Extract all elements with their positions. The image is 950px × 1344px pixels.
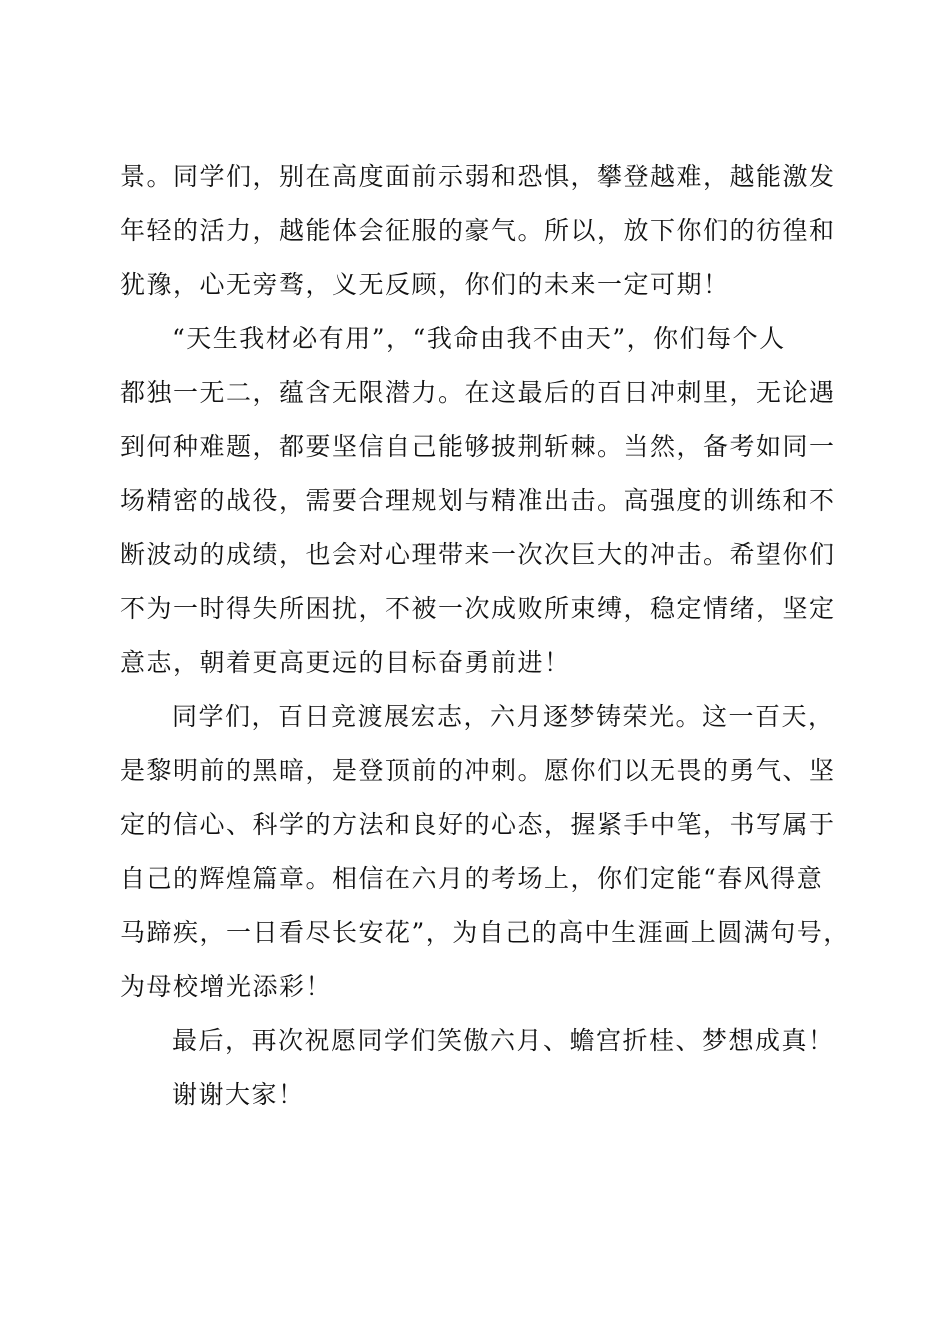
text-line: 断波动的成绩，也会对心理带来一次次巨大的冲击。希望你们 bbox=[120, 540, 836, 569]
paragraph-2 bbox=[120, 312, 836, 690]
text-line: 同学们，百日竞渡展宏志，六月逐梦铸荣光。这一百天， bbox=[172, 702, 835, 731]
text-line: 到何种难题，都要坚信自己能够披荆斩棘。当然，备考如同一 bbox=[120, 432, 836, 461]
text-line: 定的信心、科学的方法和良好的心态，握紧手中笔，书写属于 bbox=[120, 810, 836, 839]
text-line: 自己的辉煌篇章。相信在六月的考场上，你们定能“春风得意 bbox=[120, 864, 824, 893]
text-line: 年轻的活力，越能体会征服的豪气。所以，放下你们的彷徨和 bbox=[120, 216, 836, 245]
text-line: 都独一无二，蕴含无限潜力。在这最后的百日冲刺里，无论遇 bbox=[120, 378, 836, 407]
text-line: 场精密的战役，需要合理规划与精准出击。高强度的训练和不 bbox=[120, 486, 836, 515]
text-line: 犹豫，心无旁骛，义无反顾，你们的未来一定可期！ bbox=[120, 270, 730, 299]
text-line: 景。同学们，别在高度面前示弱和恐惧，攀登越难，越能激发 bbox=[120, 162, 836, 191]
text-line: 意志，朝着更高更远的目标奋勇前进！ bbox=[120, 648, 571, 677]
text-line: 为母校增光添彩！ bbox=[120, 972, 333, 1001]
text-line: 是黎明前的黑暗，是登顶前的冲刺。愿你们以无畏的勇气、坚 bbox=[120, 756, 836, 785]
paragraph-5 bbox=[120, 1068, 836, 1122]
text-line: 谢谢大家！ bbox=[172, 1080, 305, 1109]
text-line: 最后，再次祝愿同学们笑傲六月、蟾宫折桂、梦想成真！ bbox=[172, 1026, 835, 1055]
document-body bbox=[120, 150, 850, 1122]
text-line: 不为一时得失所困扰，不被一次成败所束缚，稳定情绪，坚定 bbox=[120, 594, 836, 623]
paragraph-1 bbox=[120, 150, 836, 312]
paragraph-4 bbox=[120, 1014, 836, 1068]
paragraph-3 bbox=[120, 690, 850, 1014]
text-line: 马蹄疾，一日看尽长安花”，为自己的高中生涯画上圆满句号， bbox=[120, 918, 850, 947]
text-line: “天生我材必有用”，“我命由我不由天”，你们每个人 bbox=[172, 324, 786, 353]
